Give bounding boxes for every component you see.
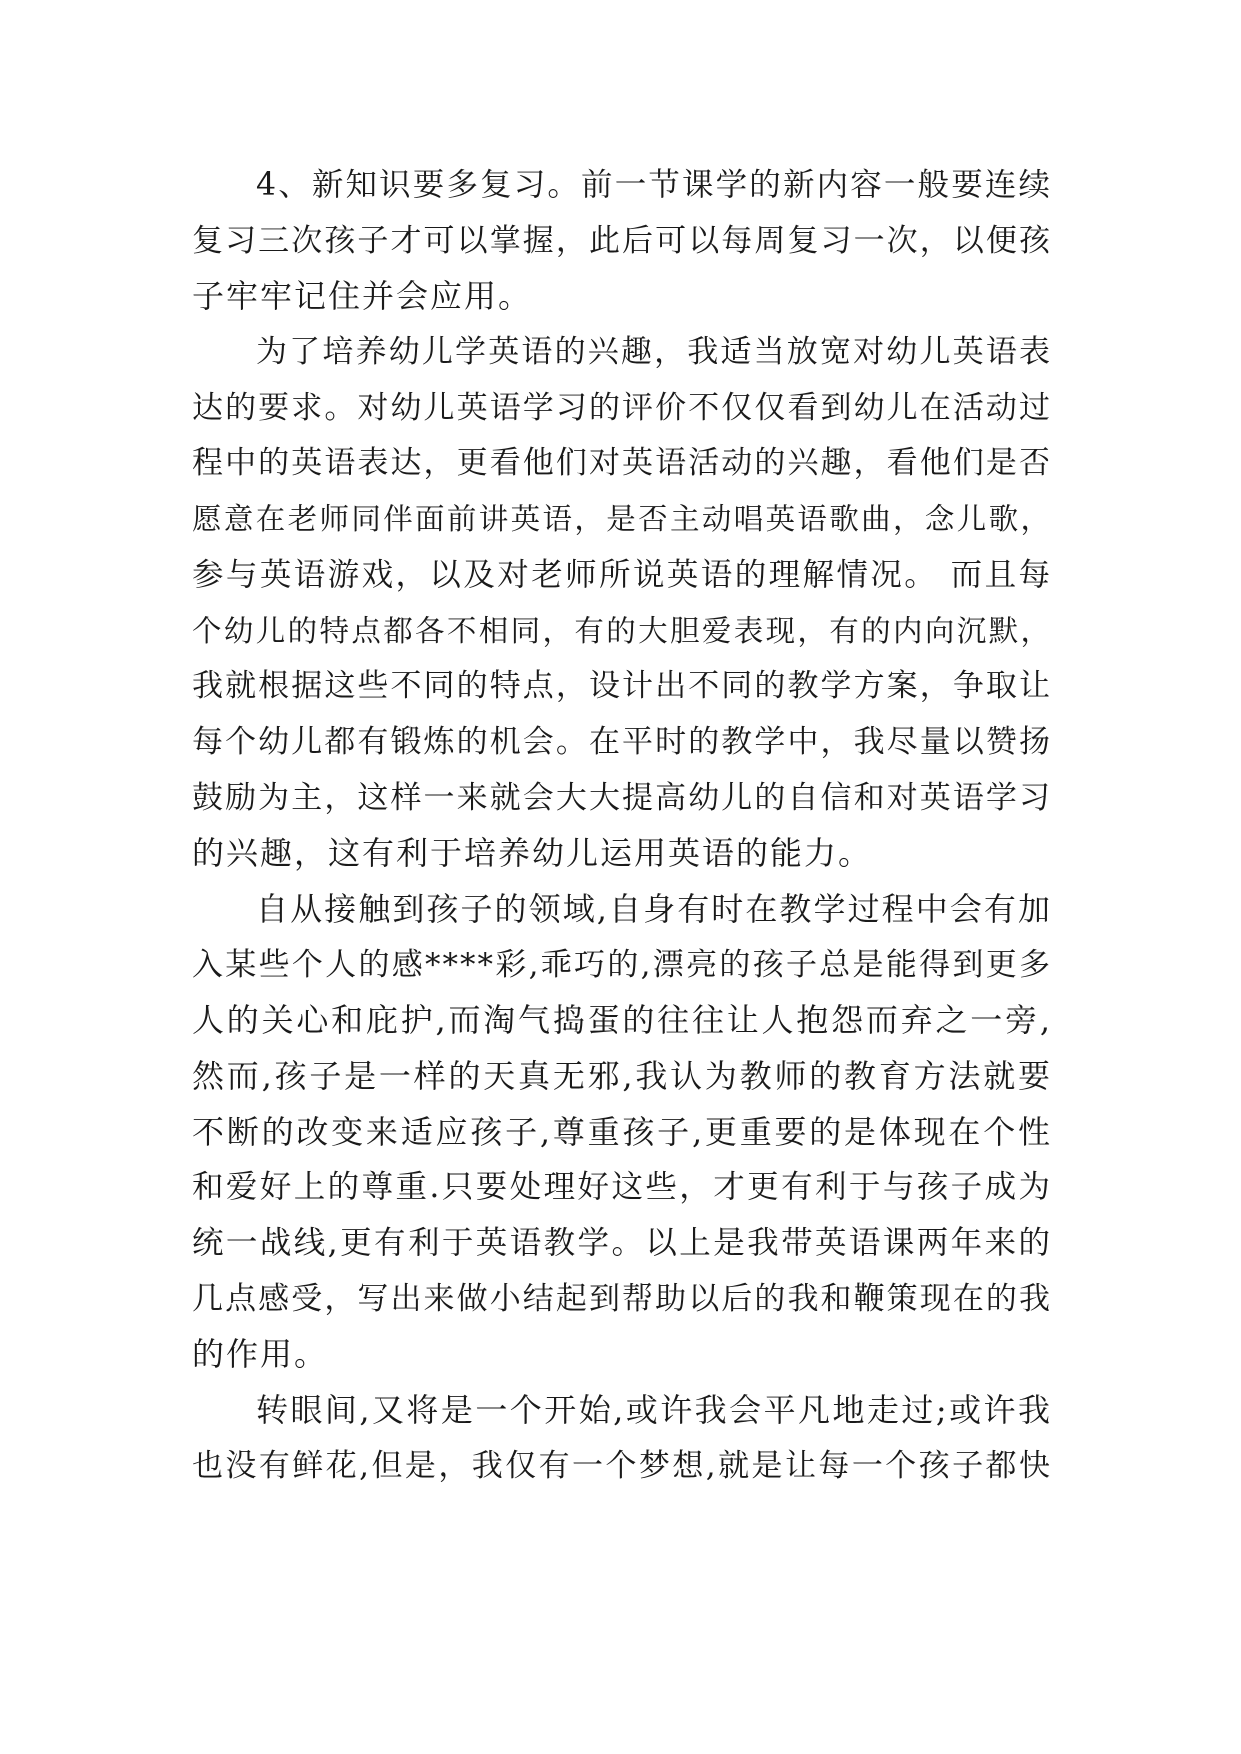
text-line: 统一战线,更有利于英语教学。以上是我带英语课两年来的	[192, 1225, 1052, 1262]
text-line: 愿意在老师同伴面前讲英语，是否主动唱英语歌曲，念儿歌，	[192, 502, 1052, 537]
text-line: 达的要求。对幼儿英语学习的评价不仅仅看到幼儿在活动过	[192, 389, 1052, 426]
text-line: 复习三次孩子才可以掌握，此后可以每周复习一次，以便孩	[192, 222, 1052, 259]
text-line: 也没有鲜花,但是，我仅有一个梦想,就是让每一个孩子都快	[192, 1447, 1052, 1484]
text-line: 程中的英语表达，更看他们对英语活动的兴趣，看他们是否	[192, 445, 1052, 482]
text-line: 个幼儿的特点都各不相同，有的大胆爱表现，有的内向沉默，	[192, 613, 1052, 648]
text-line: 参与英语游戏，以及对老师所说英语的理解情况。 而且每	[192, 556, 1052, 593]
text-line: 人的关心和庇护,而淘气捣蛋的往往让人抱怨而弃之一旁,	[192, 1001, 1052, 1040]
text-line: 不断的改变来适应孩子,尊重孩子,更重要的是体现在个性	[192, 1112, 1052, 1151]
text-line: 转眼间,又将是一个开始,或许我会平凡地走过;或许我	[256, 1391, 1052, 1430]
text-line: 4、新知识要多复习。前一节课学的新内容一般要连续	[256, 167, 1052, 203]
text-line: 自从接触到孩子的领域,自身有时在教学过程中会有加	[256, 889, 1052, 928]
text-line: 入某些个人的感****彩,乖巧的,漂亮的孩子总是能得到更多	[192, 946, 1052, 983]
text-line: 的兴趣，这有利于培养幼儿运用英语的能力。	[192, 834, 873, 873]
text-line: 然而,孩子是一样的天真无邪,我认为教师的教育方法就要	[192, 1057, 1052, 1095]
text-line: 为了培养幼儿学英语的兴趣，我适当放宽对幼儿英语表	[256, 334, 1052, 371]
text-line: 子牢牢记住并会应用。	[192, 277, 533, 316]
body-text	[192, 158, 1052, 1495]
text-line: 的作用。	[192, 1335, 329, 1374]
text-line: 我就根据这些不同的特点，设计出不同的教学方案，争取让	[192, 668, 1052, 705]
text-line: 几点感受，写出来做小结起到帮助以后的我和鞭策现在的我	[192, 1280, 1052, 1317]
text-line: 每个幼儿都有锻炼的机会。在平时的教学中，我尽量以赞扬	[192, 723, 1052, 760]
text-line: 和爱好上的尊重.只要处理好这些，才更有利于与孩子成为	[192, 1169, 1052, 1206]
text-line: 鼓励为主，这样一来就会大大提高幼儿的自信和对英语学习	[192, 779, 1052, 816]
